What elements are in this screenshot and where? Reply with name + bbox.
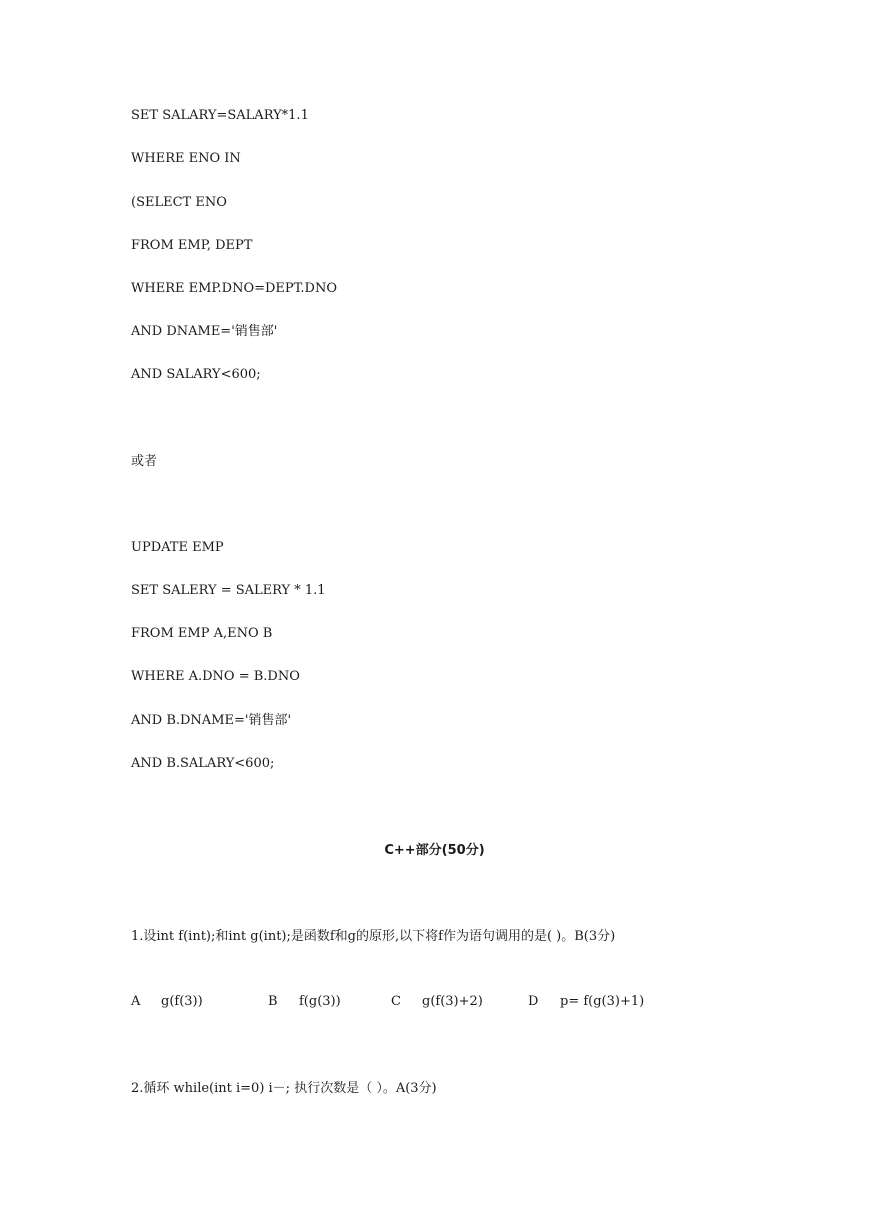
sql-line: WHERE A.DNO = B.DNO [131,669,300,684]
sql-line: SET SALERY = SALERY * 1.1 [131,583,326,598]
sql-line: SET SALARY=SALARY*1.1 [131,108,309,123]
option-text-d: p= f(g(3)+1) [560,994,645,1009]
option-text-a: g(f(3)) [161,994,203,1009]
sql-line: AND DNAME='销售部' [131,324,278,339]
or-label: 或者 [131,454,158,469]
sql-line: AND B.DNAME='销售部' [131,713,292,728]
question-1-text: 1.设int f(int);和int g(int);是函数f和g的原形,以下将f作为语句调用的是( )。B(3分) [131,929,616,944]
section-heading: C++部分(50分) [384,843,485,858]
sql-line: WHERE EMP.DNO=DEPT.DNO [131,281,338,296]
option-text-b: f(g(3)) [299,994,341,1009]
sql-line: UPDATE EMP [131,540,224,555]
sql-line: FROM EMP, DEPT [131,238,253,253]
option-letter-b: B [268,994,278,1009]
sql-line: FROM EMP A,ENO B [131,626,273,641]
option-text-c: g(f(3)+2) [422,994,483,1009]
sql-line: AND B.SALARY<600; [131,756,275,771]
option-letter-a: A [131,994,141,1009]
option-letter-d: D [528,994,539,1009]
question-2-text: 2.循环 while(int i=0) i－; 执行次数是（ ）。A(3分) [131,1081,437,1096]
sql-line: (SELECT ENO [131,195,227,210]
option-letter-c: C [391,994,401,1009]
sql-line: AND SALARY<600; [131,367,261,382]
sql-line: WHERE ENO IN [131,151,241,166]
